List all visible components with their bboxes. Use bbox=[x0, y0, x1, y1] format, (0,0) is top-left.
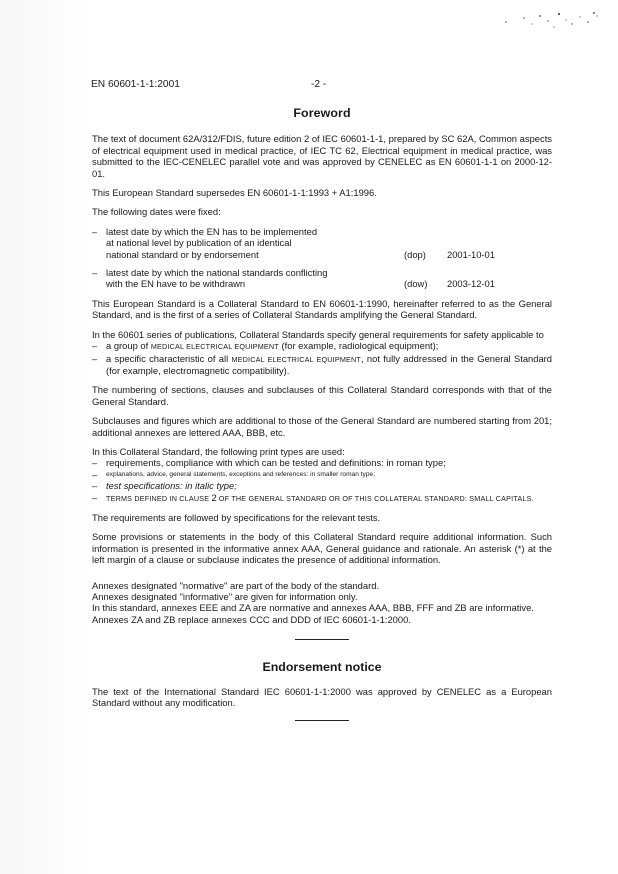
defined-term: MEDICAL ELECTRICAL EQUIPMENT bbox=[150, 342, 279, 352]
applicable-list bbox=[92, 340, 552, 376]
date-value: 2001-10-01 bbox=[447, 248, 495, 260]
line: latest date by which the national standards conflicting bbox=[106, 267, 328, 279]
text: a specific characteristic of all bbox=[106, 352, 232, 364]
section-divider bbox=[295, 639, 349, 640]
paragraph: The following dates were fixed: bbox=[92, 206, 221, 218]
date-item bbox=[92, 226, 552, 260]
dates-list bbox=[92, 226, 552, 290]
date-code: (dop) bbox=[404, 248, 426, 260]
page-number: -2 - bbox=[311, 79, 327, 90]
annex-line: Annexes designated "normative" are part of the body of the standard. bbox=[92, 579, 380, 591]
paragraph: In the 60601 series of publications, Collateral Standards specify general requirements for safety applicable to bbox=[92, 328, 544, 340]
foreword-heading: Foreword bbox=[293, 106, 351, 120]
list-dash: – bbox=[92, 457, 98, 469]
list-item bbox=[92, 340, 552, 352]
text: OF THE GENERAL STANDARD OR OF THIS COLLATERAL STANDARD: SMALL CAPITALS. bbox=[216, 493, 534, 503]
text: TERMS DEFINED IN CLAUSE bbox=[106, 493, 212, 503]
text: , not fully addressed in the General Standard (for example, electromagnetic compatibility). bbox=[106, 352, 553, 376]
text: a group of bbox=[106, 340, 151, 352]
text: 2 bbox=[211, 491, 217, 503]
document-body bbox=[92, 108, 552, 743]
paragraph: Subclauses and figures which are additional to those of the General Standard are numbered starting from 201; additional annexes are lettered AAA, BBB, etc. bbox=[92, 415, 552, 438]
list-item-text: test specifications: in italic type; bbox=[106, 480, 237, 492]
list-item bbox=[92, 480, 552, 491]
annex-line: Annexes ZA and ZB replace annexes CCC and DDD of IEC 60601-1-1:2000. bbox=[92, 613, 411, 625]
date-value: 2003-12-01 bbox=[447, 278, 495, 290]
endorsement-heading: Endorsement notice bbox=[262, 660, 382, 675]
list-dash: – bbox=[92, 491, 98, 503]
list-item-text bbox=[106, 353, 552, 377]
line: national standard or by endorsement bbox=[106, 248, 259, 260]
standard-number: EN 60601-1-1:2001 bbox=[91, 79, 180, 90]
date-description bbox=[106, 226, 356, 260]
annex-line: Annexes designated "informative" are given for information only. bbox=[92, 591, 358, 602]
scan-margin bbox=[0, 0, 92, 874]
list-item-text: explanations, advice, general statements, exceptions and references: in smaller roman type; bbox=[106, 470, 376, 478]
list-dash: – bbox=[92, 352, 98, 364]
date-code: (dow) bbox=[404, 278, 428, 290]
paragraph: This European Standard is a Collateral Standard to EN 60601-1:1990, hereinafter referred to as the General Standard, and is the first of a series of Collateral Standards amplifying the General Standard. bbox=[92, 297, 552, 321]
list-item-text: requirements, compliance with which can be tested and definitions: in roman type; bbox=[106, 457, 446, 469]
date-description bbox=[106, 267, 356, 290]
paragraph: Some provisions or statements in the body of this Collateral Standard require additional information. Such information is presented in the informative annex AAA, General guidance and rationale. An asterisk (*) at the left margin of a clause or subclause indicates the presence of additional information. bbox=[92, 531, 552, 566]
list-item bbox=[92, 469, 552, 480]
defined-term: MEDICAL ELECTRICAL EQUIPMENT bbox=[231, 354, 361, 364]
date-item bbox=[92, 267, 552, 290]
section-divider bbox=[295, 720, 349, 721]
list-dash: – bbox=[92, 468, 98, 480]
line: latest date by which the EN has to be implemented bbox=[106, 225, 318, 237]
list-dash: – bbox=[92, 340, 98, 352]
paragraph: This European Standard supersedes EN 60601-1-1:1993 + A1:1996. bbox=[92, 187, 377, 199]
list-item bbox=[92, 457, 552, 468]
paragraph: The requirements are followed by specifications for the relevant tests. bbox=[92, 511, 381, 523]
list-item bbox=[92, 353, 552, 377]
list-dash: – bbox=[92, 267, 98, 279]
line: at national level by publication of an identical bbox=[106, 237, 292, 249]
scan-speckle bbox=[496, 8, 606, 34]
paragraph: The text of document 62A/312/FDIS, future edition 2 of IEC 60601-1-1, prepared by SC 62A, Common aspects of electrical equipment used in medical practice, of IEC TC 62, Electrical equipment in medical practice, was submitted to the IEC-CENELEC parallel vote and was approved by CENELEC as EN 60601-1-1 on 2000-12-01. bbox=[92, 133, 552, 179]
paragraph: The numbering of sections, clauses and subclauses of this Collateral Standard corresponds with that of the General Standard. bbox=[92, 384, 552, 407]
list-dash: – bbox=[92, 480, 98, 492]
paragraph: The text of the International Standard IEC 60601-1-1:2000 was approved by CENELEC as a European Standard without any modification. bbox=[92, 685, 552, 709]
line: with the EN have to be withdrawn bbox=[106, 278, 246, 290]
print-types-list bbox=[92, 457, 552, 504]
text: (for example, radiological equipment); bbox=[278, 340, 439, 352]
list-item bbox=[92, 492, 552, 504]
list-item-text bbox=[106, 492, 552, 504]
paragraph: In this Collateral Standard, the following print types are used: bbox=[92, 445, 345, 457]
annex-line: In this standard, annexes EEE and ZA are normative and annexes AAA, BBB, FFF and ZB are informative. bbox=[92, 602, 534, 614]
list-item-text bbox=[106, 340, 552, 352]
list-dash: – bbox=[92, 225, 98, 237]
